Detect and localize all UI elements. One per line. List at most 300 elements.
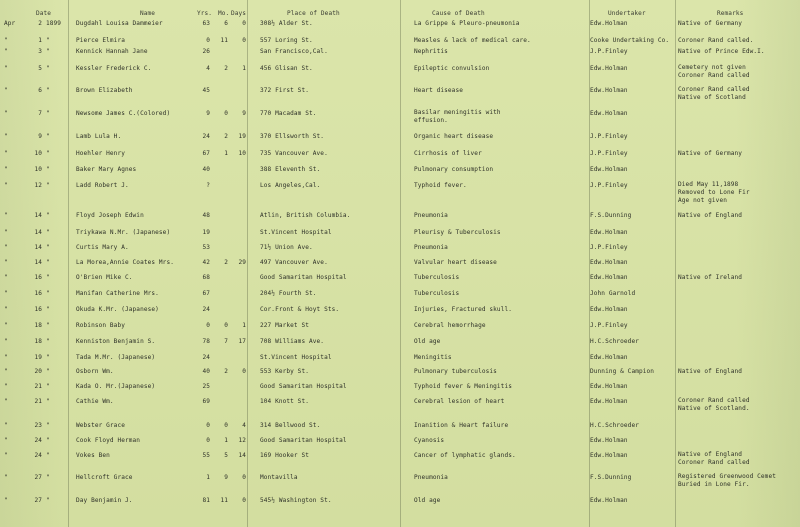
cell-year: " bbox=[46, 422, 50, 429]
cell-undertaker: J.P.Finley bbox=[590, 182, 628, 189]
cell-remarks: Native of England bbox=[678, 368, 743, 375]
cell-cause: Old age bbox=[414, 497, 441, 504]
cell-year: " bbox=[46, 65, 50, 72]
cell-undertaker: Edw.Holman bbox=[590, 229, 628, 236]
cell-month: " bbox=[4, 65, 8, 72]
cell-month: " bbox=[4, 354, 8, 361]
cell-undertaker: F.S.Dunning bbox=[590, 212, 632, 219]
cell-undertaker: Edw.Holman bbox=[590, 437, 628, 444]
table-row bbox=[0, 472, 800, 488]
cell-year: " bbox=[46, 150, 50, 157]
cell-year: " bbox=[46, 497, 50, 504]
cell-days: 14 bbox=[238, 452, 246, 459]
cell-day: 12 bbox=[34, 182, 42, 189]
cell-years: 24 bbox=[202, 133, 210, 140]
cell-name: Tada M.Mr. (Japanese) bbox=[76, 354, 156, 361]
cell-years: 0 bbox=[206, 322, 210, 329]
cell-years: 68 bbox=[202, 274, 210, 281]
cell-place: 71½ Union Ave. bbox=[260, 244, 313, 251]
cell-cause: Organic heart disease bbox=[414, 133, 494, 140]
cell-day: 27 bbox=[34, 474, 42, 481]
cell-name: Osborn Wm. bbox=[76, 368, 114, 375]
cell-month: " bbox=[4, 87, 8, 94]
cell-days: 1 bbox=[242, 65, 246, 72]
table-row bbox=[0, 63, 800, 79]
header-months: Mo. bbox=[218, 10, 230, 17]
cell-month: " bbox=[4, 110, 8, 117]
cell-cause: Cerebral hemorrhage bbox=[414, 322, 486, 329]
cell-day: 14 bbox=[34, 244, 42, 251]
header-place: Place of Death bbox=[287, 10, 340, 17]
cell-day: 1 bbox=[38, 37, 42, 44]
cell-cause: Basilar meningitis with effusion. bbox=[414, 109, 501, 124]
cell-cause: Epileptic convulsion bbox=[414, 65, 490, 72]
cell-day: 16 bbox=[34, 306, 42, 313]
table-row bbox=[0, 35, 800, 46]
cell-cause: Valvular heart disease bbox=[414, 259, 497, 266]
header-date: Date bbox=[36, 10, 52, 17]
cell-cause: Meningitis bbox=[414, 354, 452, 361]
cell-day: 10 bbox=[34, 150, 42, 157]
cell-months: 6 bbox=[224, 20, 228, 27]
cell-years: 55 bbox=[202, 452, 210, 459]
cell-day: 14 bbox=[34, 229, 42, 236]
cell-day: 10 bbox=[34, 166, 42, 173]
cell-cause: Cerebral lesion of heart bbox=[414, 398, 505, 405]
cell-year: " bbox=[46, 244, 50, 251]
cell-month: " bbox=[4, 150, 8, 157]
cell-month: " bbox=[4, 398, 8, 405]
cell-name: Floyd Joseph Edwin bbox=[76, 212, 144, 219]
cell-undertaker: Edw.Holman bbox=[590, 452, 628, 459]
cell-name: O'Brien Mike C. bbox=[76, 274, 133, 281]
cell-cause: Tuberculosis bbox=[414, 274, 460, 281]
cell-years: 53 bbox=[202, 244, 210, 251]
cell-month: " bbox=[4, 383, 8, 390]
cell-month: " bbox=[4, 212, 8, 219]
cell-place: Good Samaritan Hospital bbox=[260, 274, 347, 281]
cell-year: " bbox=[46, 166, 50, 173]
cell-name: Vokes Ben bbox=[76, 452, 110, 459]
cell-name: Day Benjamin J. bbox=[76, 497, 133, 504]
cell-days: 0 bbox=[242, 497, 246, 504]
cell-month: " bbox=[4, 274, 8, 281]
cell-days: 9 bbox=[242, 110, 246, 117]
table-row bbox=[0, 210, 800, 221]
cell-cause: Injuries, Fractured skull. bbox=[414, 306, 512, 313]
cell-remarks: Native of England bbox=[678, 212, 743, 219]
header-years: Yrs. bbox=[197, 10, 213, 17]
cell-name: Manifan Catherine Mrs. bbox=[76, 290, 159, 297]
cell-months: 1 bbox=[224, 150, 228, 157]
cell-day: 20 bbox=[34, 368, 42, 375]
cell-cause: Pneumonia bbox=[414, 244, 448, 251]
cell-remarks: Native of Germany bbox=[678, 150, 743, 157]
cell-remarks: Native of Prince Edw.I. bbox=[678, 48, 765, 55]
table-row bbox=[0, 396, 800, 412]
cell-years: 24 bbox=[202, 354, 210, 361]
cell-remarks: Coroner Rand called Native of Scotland. bbox=[678, 397, 750, 412]
cell-place: 770 Macadam St. bbox=[260, 110, 317, 117]
cell-year: " bbox=[46, 354, 50, 361]
cell-years: 40 bbox=[202, 166, 210, 173]
cell-undertaker: Edw.Holman bbox=[590, 274, 628, 281]
cell-cause: Heart disease bbox=[414, 87, 463, 94]
cell-year: 1899 bbox=[46, 20, 62, 27]
cell-months: 2 bbox=[224, 368, 228, 375]
header-undertaker: Undertaker bbox=[608, 10, 646, 17]
cell-year: " bbox=[46, 133, 50, 140]
cell-month: " bbox=[4, 422, 8, 429]
table-row bbox=[0, 366, 800, 377]
cell-month: " bbox=[4, 259, 8, 266]
table-row bbox=[0, 288, 800, 299]
cell-place: 204½ Fourth St. bbox=[260, 290, 317, 297]
cell-remarks: Cemetery not given Coroner Rand called bbox=[678, 64, 750, 79]
cell-name: Hellcroft Grace bbox=[76, 474, 133, 481]
cell-name: Newsome James C.(Colored) bbox=[76, 110, 171, 117]
cell-year: " bbox=[46, 306, 50, 313]
cell-remarks: Native of Germany bbox=[678, 20, 743, 27]
table-row bbox=[0, 381, 800, 392]
cell-undertaker: H.C.Schroeder bbox=[590, 338, 639, 345]
table-row bbox=[0, 131, 800, 142]
cell-months: 1 bbox=[224, 437, 228, 444]
cell-years: 4 bbox=[206, 65, 210, 72]
cell-days: 1 bbox=[242, 322, 246, 329]
cell-cause: Old age bbox=[414, 338, 441, 345]
cell-years: 40 bbox=[202, 368, 210, 375]
table-row bbox=[0, 304, 800, 315]
cell-month: " bbox=[4, 322, 8, 329]
cell-undertaker: J.P.Finley bbox=[590, 322, 628, 329]
cell-name: Okuda K.Mr. (Japanese) bbox=[76, 306, 159, 313]
cell-year: " bbox=[46, 398, 50, 405]
cell-remarks: Died May 11,1898 Removed to Lone Fir Age not given bbox=[678, 181, 750, 204]
table-row bbox=[0, 450, 800, 466]
cell-day: 21 bbox=[34, 383, 42, 390]
cell-place: 735 Vancouver Ave. bbox=[260, 150, 328, 157]
cell-days: 29 bbox=[238, 259, 246, 266]
cell-year: " bbox=[46, 259, 50, 266]
cell-years: 24 bbox=[202, 306, 210, 313]
cell-cause: Pneumonia bbox=[414, 474, 448, 481]
cell-remarks: Native of Ireland bbox=[678, 274, 743, 281]
cell-remarks: Registered Greenwood Cemet Buried in Lone Fir. bbox=[678, 473, 776, 488]
cell-cause: Typhoid fever & Meningitis bbox=[414, 383, 512, 390]
cell-name: Ladd Robert J. bbox=[76, 182, 129, 189]
cell-month: " bbox=[4, 37, 8, 44]
cell-year: " bbox=[46, 383, 50, 390]
cell-undertaker: J.P.Finley bbox=[590, 150, 628, 157]
cell-name: Dugdahl Louisa Dammeier bbox=[76, 20, 163, 27]
cell-undertaker: H.C.Schroeder bbox=[590, 422, 639, 429]
table-row bbox=[0, 320, 800, 331]
header-remarks: Remarks bbox=[717, 10, 744, 17]
cell-years: 0 bbox=[206, 437, 210, 444]
cell-days: 4 bbox=[242, 422, 246, 429]
table-row bbox=[0, 180, 800, 204]
cell-month: " bbox=[4, 48, 8, 55]
cell-cause: Measles & lack of medical care. bbox=[414, 37, 531, 44]
cell-day: 7 bbox=[38, 110, 42, 117]
cell-days: 17 bbox=[238, 338, 246, 345]
cell-month: " bbox=[4, 437, 8, 444]
cell-undertaker: F.S.Dunning bbox=[590, 474, 632, 481]
table-row bbox=[0, 242, 800, 253]
cell-cause: Cyanosis bbox=[414, 437, 445, 444]
cell-undertaker: J.P.Finley bbox=[590, 244, 628, 251]
table-row bbox=[0, 85, 800, 101]
cell-place: 227 Market St bbox=[260, 322, 309, 329]
cell-days: 0 bbox=[242, 20, 246, 27]
cell-name: Robinson Baby bbox=[76, 322, 125, 329]
cell-cause: Pleurisy & Tuberculosis bbox=[414, 229, 501, 236]
cell-month: " bbox=[4, 244, 8, 251]
cell-remarks: Coroner Rand called. bbox=[678, 37, 754, 44]
cell-months: 2 bbox=[224, 259, 228, 266]
cell-undertaker: Edw.Holman bbox=[590, 20, 628, 27]
cell-place: 314 Bellwood St. bbox=[260, 422, 321, 429]
cell-year: " bbox=[46, 182, 50, 189]
cell-day: 9 bbox=[38, 133, 42, 140]
cell-day: 14 bbox=[34, 212, 42, 219]
cell-month: " bbox=[4, 338, 8, 345]
cell-place: Atlin, British Columbia. bbox=[260, 212, 351, 219]
cell-day: 19 bbox=[34, 354, 42, 361]
table-row bbox=[0, 435, 800, 446]
cell-months: 11 bbox=[220, 37, 228, 44]
cell-cause: Pulmonary tuberculosis bbox=[414, 368, 497, 375]
cell-cause: Typhoid fever. bbox=[414, 182, 467, 189]
cell-days: 0 bbox=[242, 474, 246, 481]
cell-months: 5 bbox=[224, 452, 228, 459]
cell-place: Montavilla bbox=[260, 474, 298, 481]
cell-place: Los Angeles,Cal. bbox=[260, 182, 321, 189]
cell-years: 19 bbox=[202, 229, 210, 236]
cell-year: " bbox=[46, 87, 50, 94]
cell-year: " bbox=[46, 212, 50, 219]
cell-months: 2 bbox=[224, 65, 228, 72]
cell-place: 104 Knott St. bbox=[260, 398, 309, 405]
table-row bbox=[0, 164, 800, 175]
cell-years: 45 bbox=[202, 87, 210, 94]
cell-name: Brown Elizabeth bbox=[76, 87, 133, 94]
cell-months: 11 bbox=[220, 497, 228, 504]
cell-cause: Pneumonia bbox=[414, 212, 448, 219]
cell-cause: Inanition & Heart failure bbox=[414, 422, 509, 429]
cell-name: Pierce Elmira bbox=[76, 37, 125, 44]
table-row bbox=[0, 272, 800, 283]
cell-year: " bbox=[46, 37, 50, 44]
cell-name: Cook Floyd Herman bbox=[76, 437, 141, 444]
cell-days: 0 bbox=[242, 37, 246, 44]
cell-name: Kenniston Benjamin S. bbox=[76, 338, 156, 345]
cell-years: 63 bbox=[202, 20, 210, 27]
cell-name: Cathie Wm. bbox=[76, 398, 114, 405]
cell-undertaker: Cooke Undertaking Co. bbox=[590, 37, 670, 44]
cell-day: 27 bbox=[34, 497, 42, 504]
cell-place: 497 Vancouver Ave. bbox=[260, 259, 328, 266]
cell-cause: Tuberculosis bbox=[414, 290, 460, 297]
cell-month: " bbox=[4, 133, 8, 140]
cell-month: " bbox=[4, 182, 8, 189]
cell-day: 23 bbox=[34, 422, 42, 429]
cell-name: Webster Grace bbox=[76, 422, 125, 429]
cell-cause: Pulmonary consumption bbox=[414, 166, 494, 173]
header-cause: Cause of Death bbox=[432, 10, 485, 17]
table-row bbox=[0, 352, 800, 363]
cell-years: 9 bbox=[206, 110, 210, 117]
cell-place: St.Vincent Hospital bbox=[260, 354, 332, 361]
cell-place: 553 Kerby St. bbox=[260, 368, 309, 375]
cell-day: 24 bbox=[34, 452, 42, 459]
cell-undertaker: Edw.Holman bbox=[590, 65, 628, 72]
cell-undertaker: Dunning & Campion bbox=[590, 368, 655, 375]
cell-place: 169 Hooker St bbox=[260, 452, 309, 459]
cell-years: 26 bbox=[202, 48, 210, 55]
cell-years: 0 bbox=[206, 422, 210, 429]
cell-year: " bbox=[46, 274, 50, 281]
cell-days: 10 bbox=[238, 150, 246, 157]
cell-months: 0 bbox=[224, 322, 228, 329]
cell-months: 0 bbox=[224, 422, 228, 429]
cell-month: " bbox=[4, 368, 8, 375]
cell-day: 5 bbox=[38, 65, 42, 72]
cell-place: 708 Williams Ave. bbox=[260, 338, 325, 345]
cell-day: 2 bbox=[38, 20, 42, 27]
table-row bbox=[0, 420, 800, 431]
cell-undertaker: Edw.Holman bbox=[590, 259, 628, 266]
cell-cause: Cirrhosis of liver bbox=[414, 150, 482, 157]
table-row bbox=[0, 495, 800, 506]
cell-day: 24 bbox=[34, 437, 42, 444]
cell-name: La Morea,Annie Coates Mrs. bbox=[76, 259, 174, 266]
cell-undertaker: John Garnold bbox=[590, 290, 636, 297]
cell-place: 388 Eleventh St. bbox=[260, 166, 321, 173]
cell-cause: Nephritis bbox=[414, 48, 448, 55]
cell-undertaker: J.P.Finley bbox=[590, 133, 628, 140]
cell-name: Lamb Lula H. bbox=[76, 133, 122, 140]
cell-month: " bbox=[4, 474, 8, 481]
cell-place: Good Samaritan Hospital bbox=[260, 383, 347, 390]
cell-years: 42 bbox=[202, 259, 210, 266]
cell-year: " bbox=[46, 229, 50, 236]
cell-undertaker: J.P.Finley bbox=[590, 48, 628, 55]
cell-undertaker: Edw.Holman bbox=[590, 306, 628, 313]
cell-day: 21 bbox=[34, 398, 42, 405]
cell-name: Kessler Frederick C. bbox=[76, 65, 152, 72]
cell-year: " bbox=[46, 452, 50, 459]
cell-months: 0 bbox=[224, 110, 228, 117]
cell-undertaker: Edw.Holman bbox=[590, 398, 628, 405]
cell-undertaker: Edw.Holman bbox=[590, 110, 628, 117]
cell-year: " bbox=[46, 48, 50, 55]
cell-years: 67 bbox=[202, 290, 210, 297]
cell-day: 16 bbox=[34, 274, 42, 281]
cell-years: 81 bbox=[202, 497, 210, 504]
cell-place: Good Samaritan Hospital bbox=[260, 437, 347, 444]
cell-month: " bbox=[4, 497, 8, 504]
cell-days: 12 bbox=[238, 437, 246, 444]
cell-place: Cor.Front & Hoyt Sts. bbox=[260, 306, 340, 313]
cell-name: Kada O. Mr.(Japanese) bbox=[76, 383, 156, 390]
cell-year: " bbox=[46, 437, 50, 444]
cell-days: 0 bbox=[242, 368, 246, 375]
cell-month: Apr bbox=[4, 20, 16, 27]
cell-years: 25 bbox=[202, 383, 210, 390]
cell-name: Hoehler Henry bbox=[76, 150, 125, 157]
cell-day: 14 bbox=[34, 259, 42, 266]
cell-years: 1 bbox=[206, 474, 210, 481]
cell-place: San Francisco,Cal. bbox=[260, 48, 328, 55]
cell-day: 3 bbox=[38, 48, 42, 55]
cell-years: 67 bbox=[202, 150, 210, 157]
cell-name: Triykawa N.Mr. (Japanese) bbox=[76, 229, 171, 236]
cell-month: " bbox=[4, 452, 8, 459]
cell-years: ? bbox=[206, 182, 210, 189]
cell-place: 545½ Washington St. bbox=[260, 497, 332, 504]
cell-months: 7 bbox=[224, 338, 228, 345]
cell-year: " bbox=[46, 474, 50, 481]
table-row bbox=[0, 148, 800, 159]
table-row bbox=[0, 257, 800, 268]
cell-cause: Cancer of lymphatic glands. bbox=[414, 452, 516, 459]
cell-year: " bbox=[46, 290, 50, 297]
cell-years: 78 bbox=[202, 338, 210, 345]
table-row bbox=[0, 336, 800, 347]
table-row bbox=[0, 18, 800, 29]
cell-place: 456 Glisan St. bbox=[260, 65, 313, 72]
cell-undertaker: Edw.Holman bbox=[590, 166, 628, 173]
cell-month: " bbox=[4, 166, 8, 173]
cell-year: " bbox=[46, 322, 50, 329]
cell-month: " bbox=[4, 290, 8, 297]
cell-month: " bbox=[4, 306, 8, 313]
cell-place: 557 Loring St. bbox=[260, 37, 313, 44]
cell-name: Kennick Hannah Jane bbox=[76, 48, 148, 55]
cell-year: " bbox=[46, 368, 50, 375]
cell-months: 2 bbox=[224, 133, 228, 140]
cell-year: " bbox=[46, 338, 50, 345]
cell-undertaker: Edw.Holman bbox=[590, 87, 628, 94]
table-row bbox=[0, 227, 800, 238]
cell-undertaker: Edw.Holman bbox=[590, 497, 628, 504]
cell-remarks: Coroner Rand called Native of Scotland bbox=[678, 86, 750, 101]
cell-remarks: Native of England Coroner Rand called bbox=[678, 451, 750, 466]
cell-day: 18 bbox=[34, 338, 42, 345]
cell-cause: La Grippe & Pleuro-pneumonia bbox=[414, 20, 520, 27]
table-row bbox=[0, 46, 800, 57]
cell-years: 0 bbox=[206, 37, 210, 44]
cell-years: 48 bbox=[202, 212, 210, 219]
cell-year: " bbox=[46, 110, 50, 117]
cell-day: 6 bbox=[38, 87, 42, 94]
cell-month: " bbox=[4, 229, 8, 236]
cell-day: 16 bbox=[34, 290, 42, 297]
header-days: Days bbox=[231, 10, 247, 17]
cell-months: 9 bbox=[224, 474, 228, 481]
cell-undertaker: Edw.Holman bbox=[590, 383, 628, 390]
cell-name: Curtis Mary A. bbox=[76, 244, 129, 251]
header-name: Name bbox=[140, 10, 156, 17]
cell-name: Baker Mary Agnes bbox=[76, 166, 137, 173]
cell-days: 19 bbox=[238, 133, 246, 140]
cell-undertaker: Edw.Holman bbox=[590, 354, 628, 361]
table-row bbox=[0, 108, 800, 124]
cell-place: 372 First St. bbox=[260, 87, 309, 94]
cell-years: 69 bbox=[202, 398, 210, 405]
